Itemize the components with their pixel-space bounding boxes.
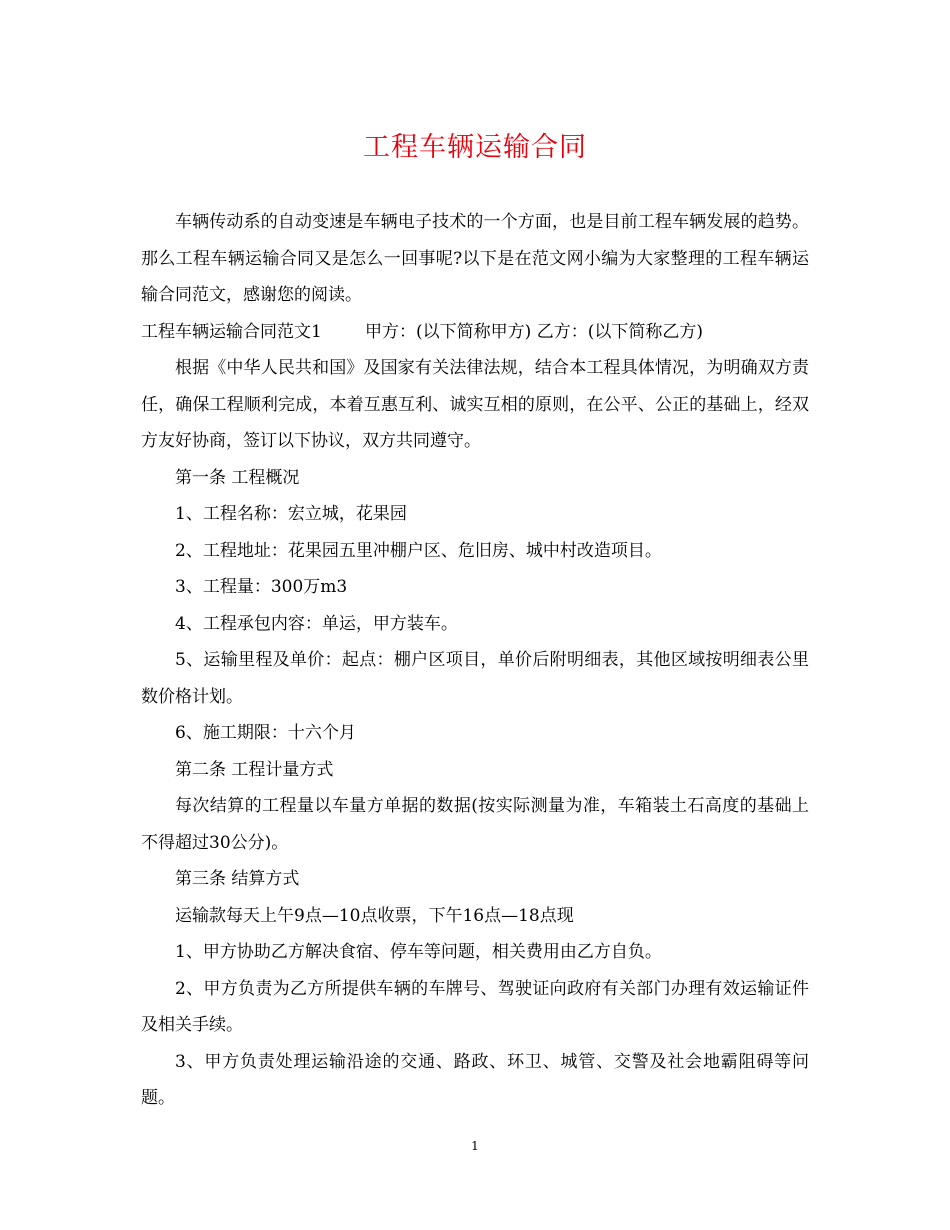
list-item: 2、工程地址：花果园五里冲棚户区、危旧房、城中村改造项目。 bbox=[175, 540, 662, 561]
section-heading-2: 第二条 工程计量方式 bbox=[175, 759, 334, 780]
list-item: 3、甲方负责处理运输沿途的交通、路政、环卫、城管、交警及社会地霸阻碍等问题。 bbox=[141, 1051, 809, 1108]
paragraph-parties: 工程车辆运输合同范文1 甲方：(以下简称甲方) 乙方：(以下简称乙方) bbox=[141, 321, 703, 342]
document-title: 工程车辆运输合同 bbox=[363, 132, 587, 163]
paragraph-measurement: 每次结算的工程量以车量方单据的数据(按实际测量为准，车箱装土石高度的基础上不得超过30公分)。 bbox=[141, 796, 809, 853]
list-item: 4、工程承包内容：单运，甲方装车。 bbox=[175, 613, 458, 634]
paragraph-preamble: 根据《中华人民共和国》及国家有关法律法规，结合本工程具体情况，为明确双方责任，确保工程顺利完成，本着互惠互利、诚实互相的原则，在公平、公正的基础上，经双方友好协商，签订以下协议，双方共同遵守。 bbox=[141, 358, 809, 451]
list-item: 2、甲方负责为乙方所提供车辆的车牌号、驾驶证向政府有关部门办理有效运输证件及相关手续。 bbox=[141, 978, 809, 1035]
list-item: 3、工程量：300万m3 bbox=[175, 577, 348, 597]
list-item: 1、工程名称：宏立城，花果园 bbox=[175, 504, 407, 524]
list-item: 6、施工期限：十六个月 bbox=[175, 723, 356, 743]
section-heading-3: 第三条 结算方式 bbox=[175, 869, 300, 889]
paragraph-intro: 车辆传动系的自动变速是车辆电子技术的一个方面，也是目前工程车辆发展的趋势。那么工程车辆运输合同又是怎么一回事呢?以下是在范文网小编为大家整理的工程车辆运输合同范文，感谢您的阅读。 bbox=[141, 212, 809, 305]
document-body bbox=[141, 204, 809, 1117]
paragraph-settlement: 运输款每天上午9点—10点收票，下午16点—18点现 bbox=[175, 905, 574, 926]
page-number: 1 bbox=[471, 1139, 479, 1153]
list-item: 1、甲方协助乙方解决食宿、停车等问题，相关费用由乙方自负。 bbox=[175, 942, 662, 962]
section-heading-1: 第一条 工程概况 bbox=[175, 467, 300, 488]
list-item: 5、运输里程及单价：起点：棚户区项目，单价后附明细表，其他区域按明细表公里数价格计划。 bbox=[141, 650, 809, 707]
